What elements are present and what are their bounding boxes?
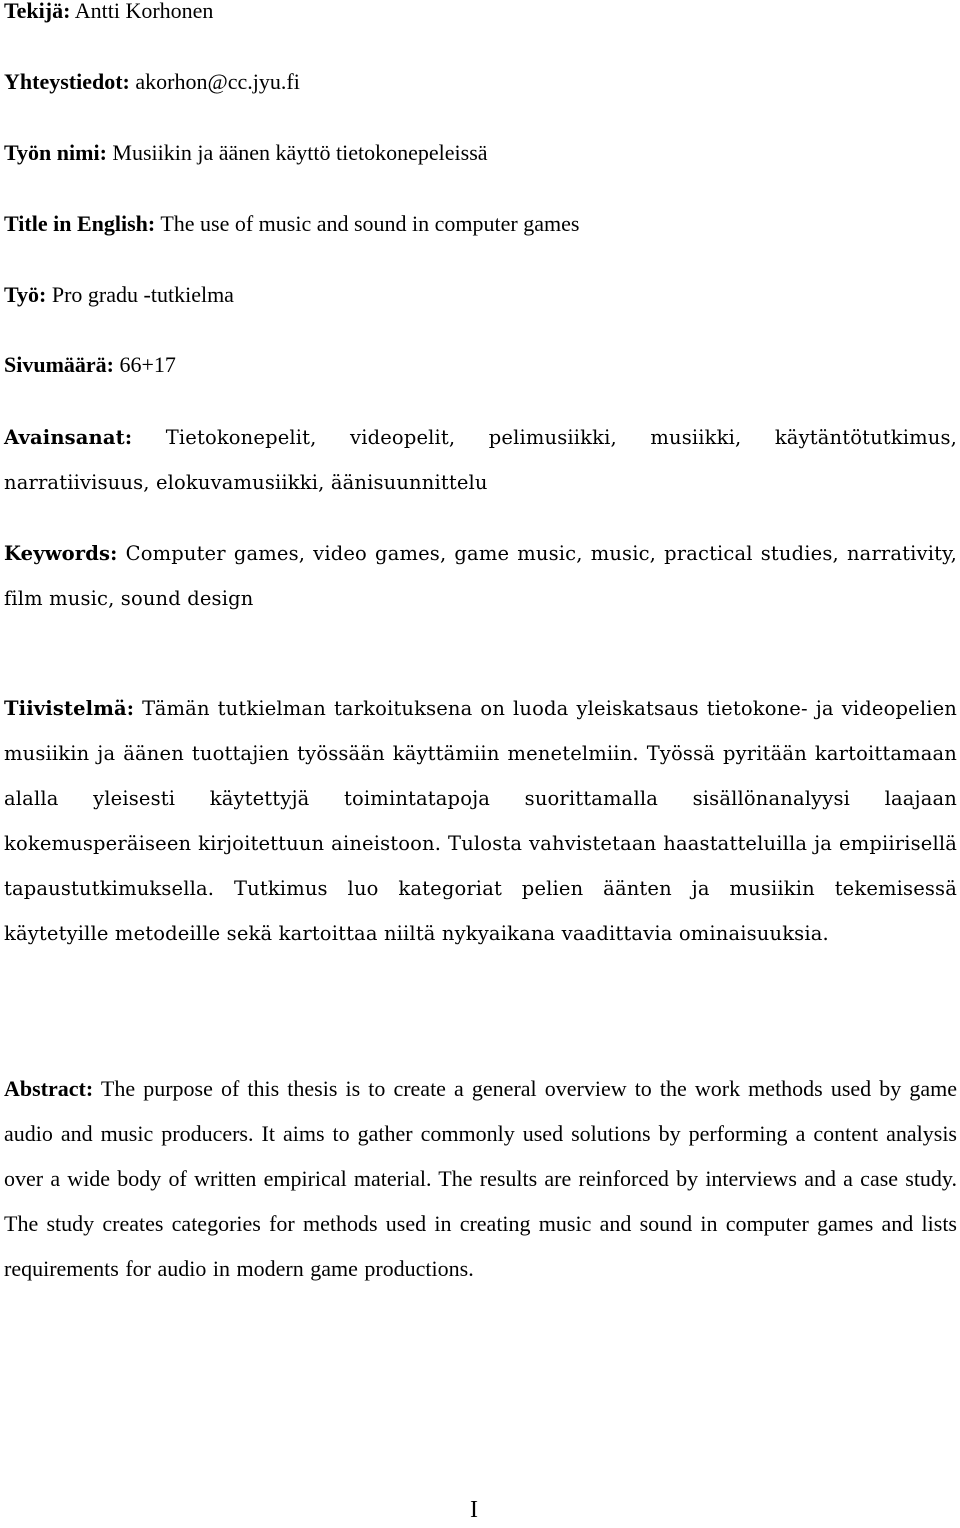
english-abstract-label: Abstract: (4, 1076, 94, 1101)
english-abstract-text: The purpose of this thesis is to create a general overview to the work methods used by game audio and music producers. It aims to gather commonly used solutions by performing a content analysis over a wide body of written empirical material. The results are reinforced by interviews and a case study. The study creates categories for methods used in creating music and sound in computer games and lists requirements for audio in modern game productions. (4, 1076, 957, 1281)
english-title-label: Title in English: (4, 211, 156, 236)
work-title-line (4, 139, 488, 167)
english-keywords-label: Keywords: (4, 542, 118, 565)
contact-label: Yhteystiedot: (4, 69, 130, 94)
english-keywords-value: Computer games, video games, game music, music, practical studies, narrativity, film music, sound design (4, 542, 957, 610)
english-abstract (4, 1066, 957, 1291)
contact-email: akorhon@cc.jyu.fi (135, 69, 300, 94)
page-count-label: Sivumäärä: (4, 352, 114, 377)
finnish-keywords-value: Tietokonepelit, videopelit, pelimusiikki, musiikki, käytäntötutkimus, narratiivisuus, elokuvamusiikki, äänisuunnittelu (4, 426, 957, 494)
work-title-value: Musiikin ja äänen käyttö tietokonepeleissä (112, 140, 488, 165)
work-type-value: Pro gradu -tutkielma (51, 282, 234, 307)
author-label: Tekijä: (4, 0, 71, 23)
finnish-abstract (4, 686, 957, 956)
english-title-line (4, 210, 579, 238)
page-number: I (470, 1497, 478, 1523)
finnish-keywords-label: Avainsanat: (4, 426, 133, 449)
work-title-label: Työn nimi: (4, 140, 107, 165)
finnish-abstract-text: Tämän tutkielman tarkoituksena on luoda yleiskatsaus tietokone- ja videopelien musiikin ja äänen tuottajien työssään käyttämiin menetelmiin. Työssä pyritään kartoittamaan alalla yleisesti käytettyjä toimintatapoja suorittamalla sisällönanalyysi laajaan kokemusperäiseen kirjoitettuun aineistoon. Tulosta vahvistetaan haastatteluilla ja empiirisellä tapaustutkimuksella. Tutkimus luo kategoriat pelien äänten ja musiikin tekemisessä käytetyille metodeille sekä kartoittaa niiltä nykyaikana vaadittavia ominaisuuksia. (4, 697, 957, 945)
page-count-value: 66+17 (119, 352, 176, 377)
author-line (4, 0, 213, 25)
english-title-value: The use of music and sound in computer games (160, 211, 580, 236)
author-value: Antti Korhonen (74, 0, 214, 23)
work-type-label: Työ: (4, 282, 47, 307)
contact-line (4, 68, 300, 96)
work-type-line (4, 281, 234, 309)
finnish-keywords (4, 415, 957, 505)
finnish-abstract-label: Tiivistelmä: (4, 697, 135, 720)
page-count-line (4, 351, 176, 379)
english-keywords (4, 531, 957, 621)
